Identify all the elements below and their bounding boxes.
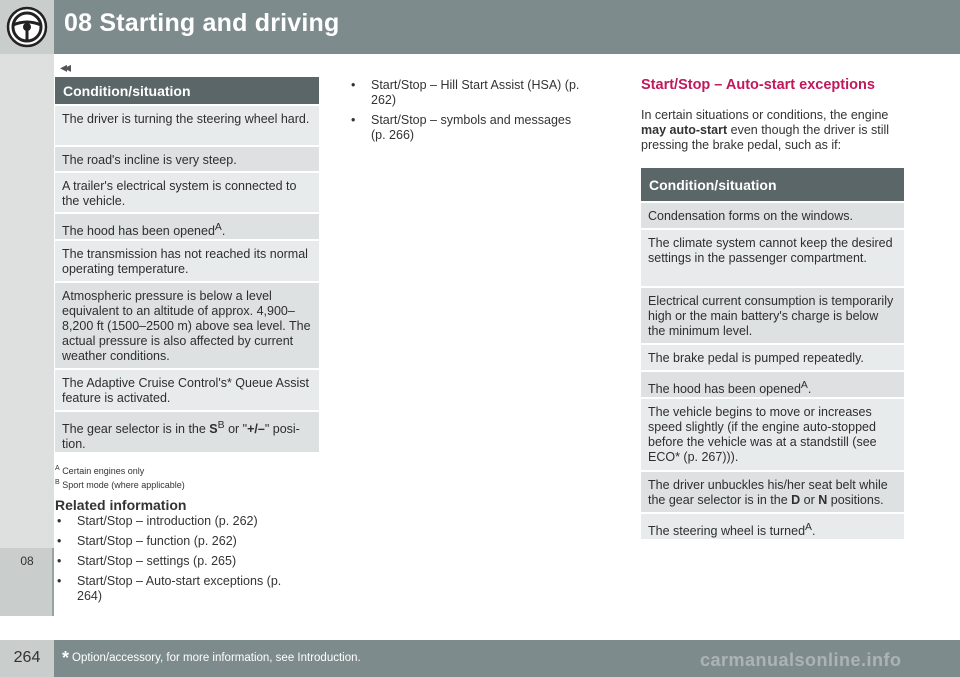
related-link[interactable]: • Start/Stop – Auto-start exceptions (p. 264) (57, 574, 282, 603)
section-title: Start/Stop – Auto-start exceptions (641, 77, 875, 93)
table-row: The hood has been opened$^A$. (55, 212, 319, 239)
related-link[interactable]: • Start/Stop – function (p. 262) (57, 534, 237, 548)
table-header: Condition/situation (55, 77, 319, 104)
steering-wheel-icon (6, 5, 48, 49)
bullet-icon: • (57, 554, 62, 568)
related-info-title: Related information (55, 497, 187, 513)
table-header: Condition/situation (641, 168, 904, 201)
related-link[interactable]: • Start/Stop – Hill Start Assist (HSA) (p. 262) (351, 78, 580, 107)
section-intro: In certain situations or conditions, the engine may auto-start even though the driver is still pressing the brake pedal, such as if: (641, 108, 890, 152)
bullet-icon: • (57, 514, 62, 528)
side-strip (0, 54, 54, 616)
table-row: The driver unbuckles his/her seat belt while the gear selector is in the D or N positions. (641, 470, 904, 512)
table-row: The climate system cannot keep the desired settings in the passenger compartment. (641, 228, 904, 286)
left-condition-table (55, 77, 319, 452)
related-link[interactable]: • Start/Stop – symbols and messages (p. 266) (351, 113, 572, 142)
table-row: Condensation forms on the windows. (641, 201, 904, 228)
asterisk-icon: * (62, 648, 70, 668)
bullet-icon: • (57, 534, 62, 548)
logo-box (0, 0, 54, 54)
related-info-list (55, 514, 305, 609)
related-link[interactable]: • Start/Stop – settings (p. 265) (57, 554, 237, 568)
table-row: Electrical current consumption is temporarily high or the main battery's charge is below the minimum level. (641, 286, 904, 343)
table-row: A trailer's electrical system is connected to the vehicle. (55, 171, 319, 212)
table-row: The steering wheel is turned$^A$. (641, 512, 904, 539)
middle-related-list (349, 78, 589, 148)
table-row: The vehicle begins to move or increases speed slightly (if the engine auto-stopped before the vehicle was at a standstill (see ECO* (p. 267))). (641, 397, 904, 470)
table-row: The hood has been opened$^A$. (641, 370, 904, 397)
table-row: The driver is turning the steering wheel hard. (55, 104, 319, 145)
footnote: $^B$ Sport mode (where applicable) (55, 479, 185, 490)
right-condition-table (641, 168, 904, 539)
footnote: $^A$ Certain engines only (55, 465, 145, 476)
bullet-icon: • (57, 574, 62, 588)
footer-note: * Option/accessory, for more information, see Introduction. (62, 648, 361, 668)
table-row: The gear selector is in the $S^B$ or "+/–" position. (55, 410, 319, 452)
related-link[interactable]: • Start/Stop – introduction (p. 262) (57, 514, 258, 528)
back-arrows-icon[interactable]: ◂◂ (60, 59, 69, 75)
bullet-icon: • (351, 113, 356, 127)
table-row: Atmospheric pressure is below a level equivalent to an altitude of approx. 4,900–8,200 ft (1500–2500 m) above sea level. The actual pressure is also affected by current weather conditions. (55, 281, 319, 368)
page-number: 264 (13, 649, 41, 666)
table-row: The road's incline is very steep. (55, 145, 319, 171)
bullet-icon: • (351, 78, 356, 92)
chapter-tab: 08 (20, 554, 34, 568)
table-row: The transmission has not reached its normal operating temperature. (55, 239, 319, 281)
table-row: The Adaptive Cruise Control's* Queue Assist feature is activated. (55, 368, 319, 410)
watermark: carmanualsonline.info (700, 650, 902, 670)
chapter-title: 08 Starting and driving (64, 9, 340, 37)
table-row: The brake pedal is pumped repeatedly. (641, 343, 904, 370)
table-footnotes (55, 463, 185, 491)
